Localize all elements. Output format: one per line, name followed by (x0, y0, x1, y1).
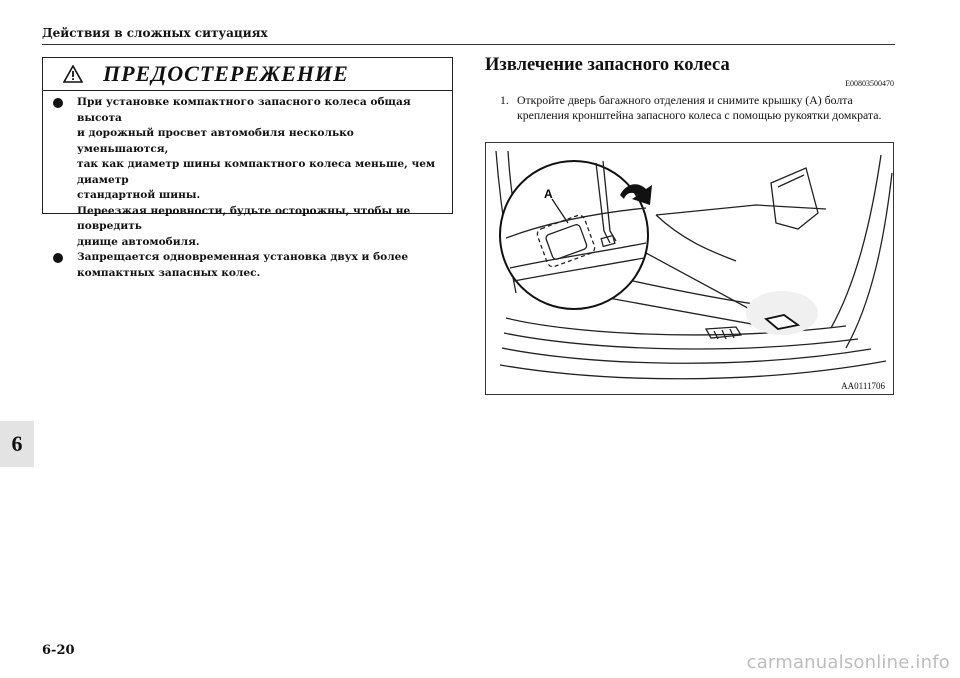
warning-header (43, 58, 452, 91)
warning-title: ПРЕДОСТЕРЕЖЕНИЕ (103, 61, 349, 86)
trunk-illustration (485, 142, 894, 395)
warning-item-text: При установке компактного запасного колеса общая высота и дорожный просвет автомобиля несколько уменьшаются, так как диаметр шины компактного колеса меньше, чем диаметр стандартной шины. Переезжая неровности, будьте осторожны, чтобы не повредить днище автомобиля. (77, 96, 436, 248)
watermark: carmanualsonline.info (746, 652, 950, 673)
warning-body (43, 91, 452, 281)
bullet-icon (53, 253, 63, 263)
warning-item-text: Запрещается одновременная установка двух и более компактных запасных колес. (77, 251, 409, 279)
step-text: Откройте дверь багажного отделения и снимите крышку (A) болта крепления кронштейна запасного колеса с помощью рукоятки домкрата. (517, 93, 882, 122)
section-title: Извлечение запасного колеса (485, 55, 730, 75)
running-header: Действия в сложных ситуациях (42, 26, 268, 40)
header-rule (42, 44, 895, 45)
warning-triangle-icon (63, 65, 83, 83)
section-code: E00803500470 (845, 79, 894, 88)
page-number: 6-20 (42, 643, 75, 658)
instruction-step (500, 93, 890, 123)
bullet-icon (53, 98, 63, 108)
warning-item (53, 95, 444, 250)
chapter-tab: 6 (0, 421, 34, 467)
figure-callout-label: A (544, 187, 553, 201)
warning-item (53, 250, 444, 281)
trunk-drawing (486, 143, 894, 395)
figure-code: AA0111706 (841, 381, 885, 391)
warning-box (42, 57, 453, 279)
step-number: 1. (500, 93, 509, 107)
